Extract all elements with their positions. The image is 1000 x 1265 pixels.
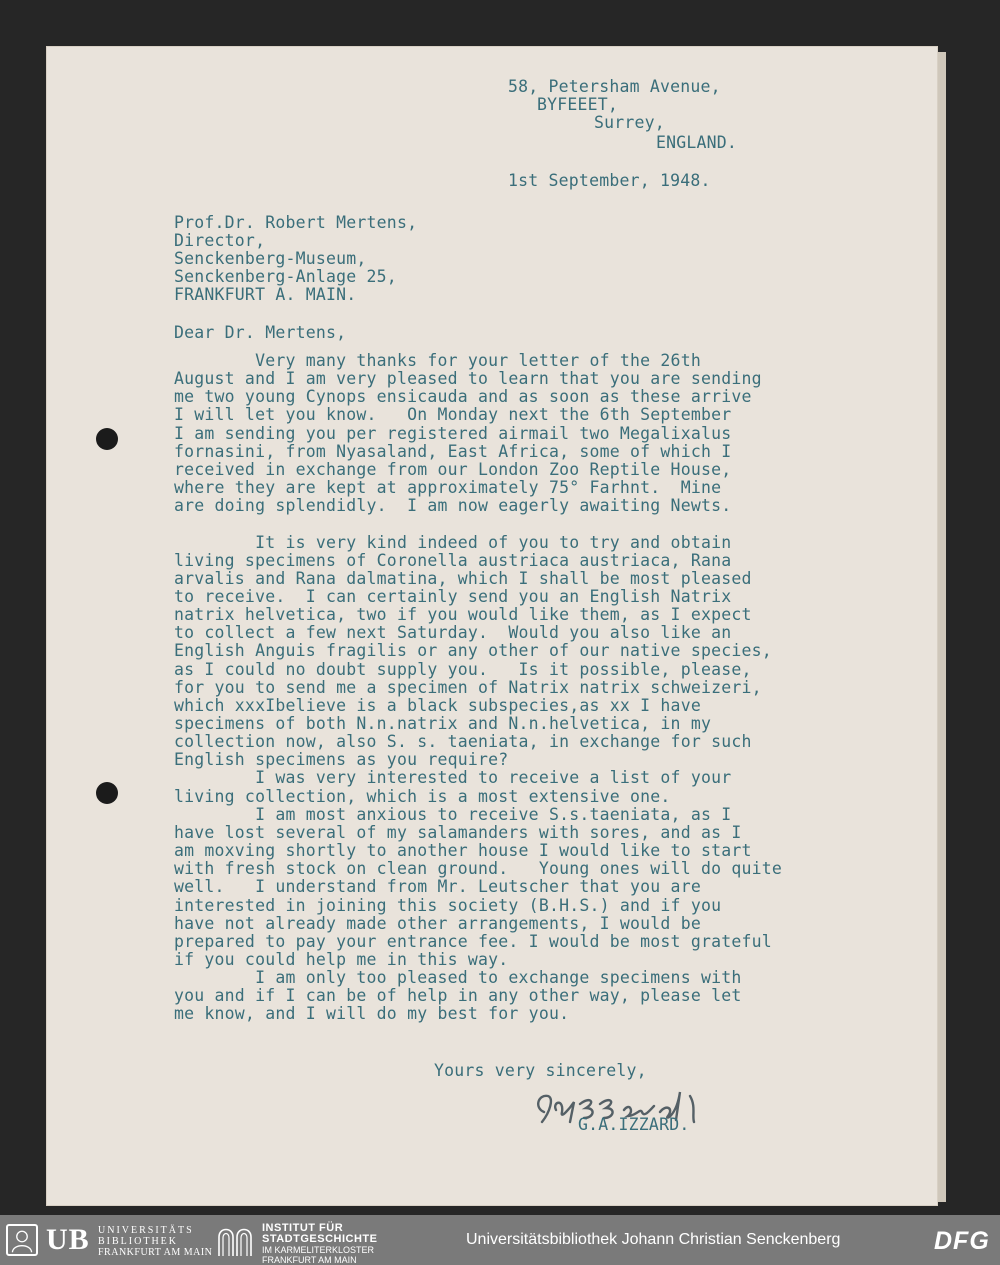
body-line: living specimens of Coronella austriaca austriaca, Rana xyxy=(174,550,732,570)
isg-name-line: STADTGESCHICHTE xyxy=(262,1233,378,1245)
body-line: if you could help me in this way. xyxy=(174,949,509,969)
body-line: It is very kind indeed of you to try and obtain xyxy=(174,532,732,552)
body-line: I will let you know. On Monday next the 6th September xyxy=(174,405,732,425)
isg-name-line: IM KARMELITERKLOSTER xyxy=(262,1245,375,1255)
ub-portrait-icon xyxy=(6,1224,38,1256)
body-line: me know, and I will do my best for you. xyxy=(174,1004,570,1024)
isg-arches-icon xyxy=(216,1223,254,1257)
body-line: English Anguis fragilis or any other of our native species, xyxy=(174,641,772,661)
body-line: to receive. I can certainly send you an English Natrix xyxy=(174,586,732,606)
recipient-line: FRANKFURT A. MAIN. xyxy=(174,285,357,304)
body-line: to collect a few next Saturday. Would you also like an xyxy=(174,623,732,643)
body-line: living collection, which is a most extensive one. xyxy=(174,786,671,806)
recipient-line: Senckenberg-Anlage 25, xyxy=(174,267,397,286)
address-line: BYFEEET, xyxy=(537,95,619,114)
closing: Yours very sincerely, xyxy=(434,1061,647,1080)
body-line: collection now, also S. s. taeniata, in exchange for such xyxy=(174,732,752,752)
isg-name-line: FRANKFURT AM MAIN xyxy=(262,1255,357,1265)
body-line: prepared to pay your entrance fee. I would be most grateful xyxy=(174,931,772,951)
ub-name-line: BIBLIOTHEK xyxy=(98,1236,178,1247)
body-line: am moxving shortly to another house I would like to start xyxy=(174,841,752,861)
body-line: received in exchange from our London Zoo Reptile House, xyxy=(174,459,732,479)
signed-name: G.A.IZZARD. xyxy=(578,1115,690,1134)
recipient-line: Prof.Dr. Robert Mertens, xyxy=(174,213,418,232)
isg-name-line: INSTITUT FÜR xyxy=(262,1222,344,1234)
body-line: I was very interested to receive a list of your xyxy=(174,768,732,788)
body-line: are doing splendidly. I am now eagerly awaiting Newts. xyxy=(174,496,732,516)
body-line: Very many thanks for your letter of the 26th xyxy=(174,351,701,370)
body-line: as I could no doubt supply you. Is it possible, please, xyxy=(174,659,752,679)
body-line: well. I understand from Mr. Leutscher that you are xyxy=(174,877,701,897)
body-line: have not already made other arrangements, I would be xyxy=(174,913,701,933)
ub-name xyxy=(98,1225,212,1258)
letter-date: 1st September, 1948. xyxy=(508,171,711,190)
address-line: 58, Petersham Avenue, xyxy=(508,77,721,96)
isg-name xyxy=(262,1223,377,1265)
address-line: ENGLAND. xyxy=(656,133,738,152)
body-line: have lost several of my salamanders with sores, and as I xyxy=(174,822,742,842)
recipient-line: Senckenberg-Museum, xyxy=(174,249,367,268)
salutation: Dear Dr. Mertens, xyxy=(174,323,347,342)
letter-page xyxy=(46,46,938,1206)
dfg-logo: DFG xyxy=(934,1227,990,1255)
body-line: natrix helvetica, two if you would like them, as I expect xyxy=(174,605,752,625)
ub-name-line: FRANKFURT AM MAIN xyxy=(98,1247,213,1258)
body-line: fornasini, from Nyasaland, East Africa, some of which I xyxy=(174,441,732,461)
body-line: which xxxIbelieve is a black subspecies,as xx I have xyxy=(174,695,701,715)
viewer-footer xyxy=(0,1215,1000,1265)
body-line: English specimens as you require? xyxy=(174,750,509,770)
paper-edge xyxy=(938,52,946,1202)
punch-hole xyxy=(96,428,118,450)
punch-hole xyxy=(96,782,118,804)
body-line: where they are kept at approximately 75° Farhnt. Mine xyxy=(174,478,722,498)
body-line: August and I am very pleased to learn that you are sending xyxy=(174,369,762,389)
ub-mark: UB xyxy=(46,1223,90,1256)
body-line: me two young Cynops ensicauda and as soon as these arrive xyxy=(174,387,752,407)
body-line: I am only too pleased to exchange specimens with xyxy=(174,968,742,988)
body-line: interested in joining this society (B.H.S.) and if you xyxy=(174,895,722,915)
body-line: arvalis and Rana dalmatina, which I shall be most pleased xyxy=(174,568,752,588)
recipient-line: Director, xyxy=(174,231,266,250)
body-line: specimens of both N.n.natrix and N.n.helvetica, in my xyxy=(174,714,712,733)
library-title: Universitätsbibliothek Johann Christian Senckenberg xyxy=(466,1231,841,1248)
address-line: Surrey, xyxy=(594,113,665,132)
body-line: you and if I can be of help in any other way, please let xyxy=(174,986,742,1006)
body-line: with fresh stock on clean ground. Young ones will do quite xyxy=(174,859,783,879)
body-line: I am sending you per registered airmail two Megalixalus xyxy=(174,423,732,443)
ub-name-line: UNIVERSITÄTS xyxy=(98,1225,194,1236)
body-line: for you to send me a specimen of Natrix natrix schweizeri, xyxy=(174,677,762,697)
body-line: I am most anxious to receive S.s.taeniata, as I xyxy=(174,804,732,824)
